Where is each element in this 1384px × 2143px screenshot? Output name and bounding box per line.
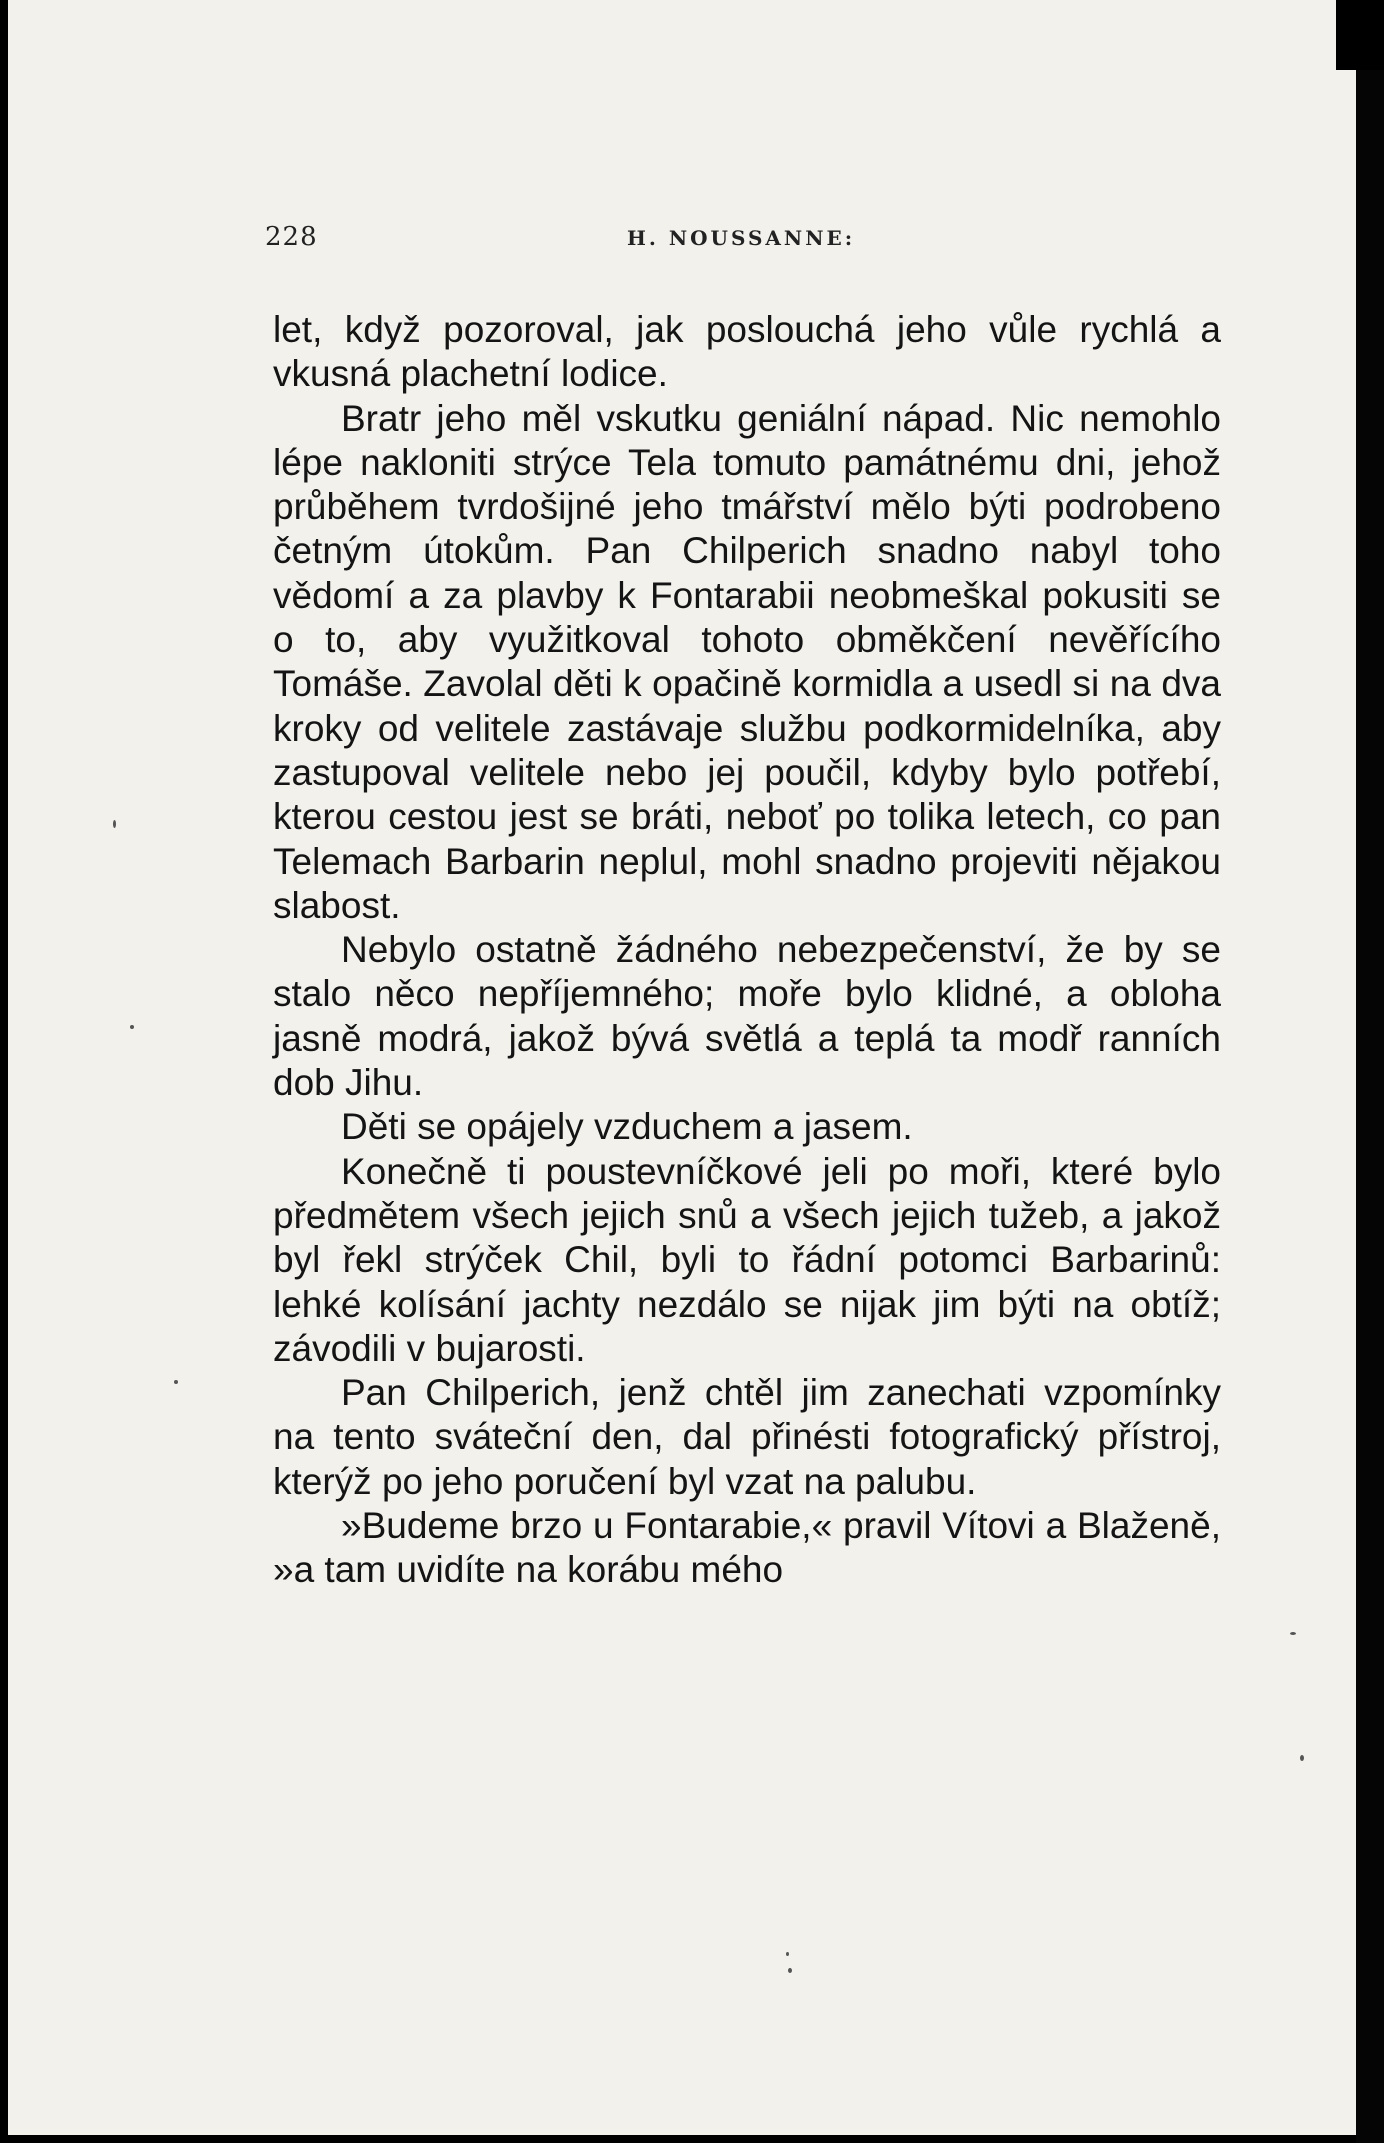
scan-speck bbox=[113, 820, 116, 828]
scan-speck bbox=[174, 1380, 178, 1384]
scan-speck bbox=[130, 1025, 134, 1029]
scan-speck bbox=[786, 1952, 789, 1956]
scan-speck bbox=[1300, 1755, 1304, 1761]
paragraph: Pan Chilperich, jenž chtěl jim zanechati vzpomínky na tento sváteční den, dal přinésti fotografický přístroj, kterýž po jeho poručení byl vzat na palubu. bbox=[273, 1372, 1221, 1502]
paragraph: Konečně ti poustevníčkové jeli po moři, které bylo předmětem všech jejich snů a všech jejich tužeb, a jakož byl řekl strýček Chil, byli to řádní potomci Barbarinů: lehké kolísání jachty nezdálo se nijak jim býti na obtíž; závodili v bujarosti. bbox=[273, 1150, 1221, 1369]
paragraph: Děti se opájely vzduchem a jasem. bbox=[341, 1106, 913, 1148]
page-number: 228 bbox=[265, 222, 318, 252]
paragraph: let, když pozoroval, jak poslouchá jeho vůle rychlá a vkusná plachetní lodice. bbox=[273, 309, 1221, 395]
paragraph: »Budeme brzo u Fontarabie,« pravil Vítovi a Blaženě, »a tam uvidíte na korábu mého bbox=[273, 1505, 1221, 1591]
page-header bbox=[265, 222, 1225, 262]
scan-speck bbox=[1290, 1632, 1296, 1635]
paragraph: Nebylo ostatně žádného nebezpečenství, že by se stalo něco nepříjemného; moře bylo klidné, a obloha jasně modrá, jakož bývá světlá a teplá ta modř ranních dob Jihu. bbox=[273, 929, 1221, 1104]
body-text bbox=[273, 308, 1221, 1593]
scan-edge bbox=[1356, 0, 1384, 2143]
book-page bbox=[8, 0, 1356, 2135]
scan-edge-corner bbox=[1336, 0, 1384, 70]
paragraph: Bratr jeho měl vskutku geniální nápad. Nic nemohlo lépe nakloniti strýce Tela tomuto památnému dni, jehož průběhem tvrdošijné jeho tmářství mělo býti podrobeno četným útokům. Pan Chilperich snadno nabyl toho vědomí a za plavby k Fontarabii neobmeškal pokusiti se o to, aby využitkoval tohoto obměkčení nevěřícího Tomáše. Zavolal děti k opačině kormidla a usedl si na dva kroky od velitele zastávaje službu podkormidelníka, aby zastupoval velitele nebo jej poučil, kdyby bylo potřebí, kterou cestou jest se bráti, neboť po tolika letech, co pan Telemach Barbarin neplul, mohl snadno projeviti nějakou slabost. bbox=[273, 397, 1221, 926]
scan-speck bbox=[788, 1968, 792, 1973]
running-head: H. NOUSSANNE: bbox=[627, 226, 856, 250]
